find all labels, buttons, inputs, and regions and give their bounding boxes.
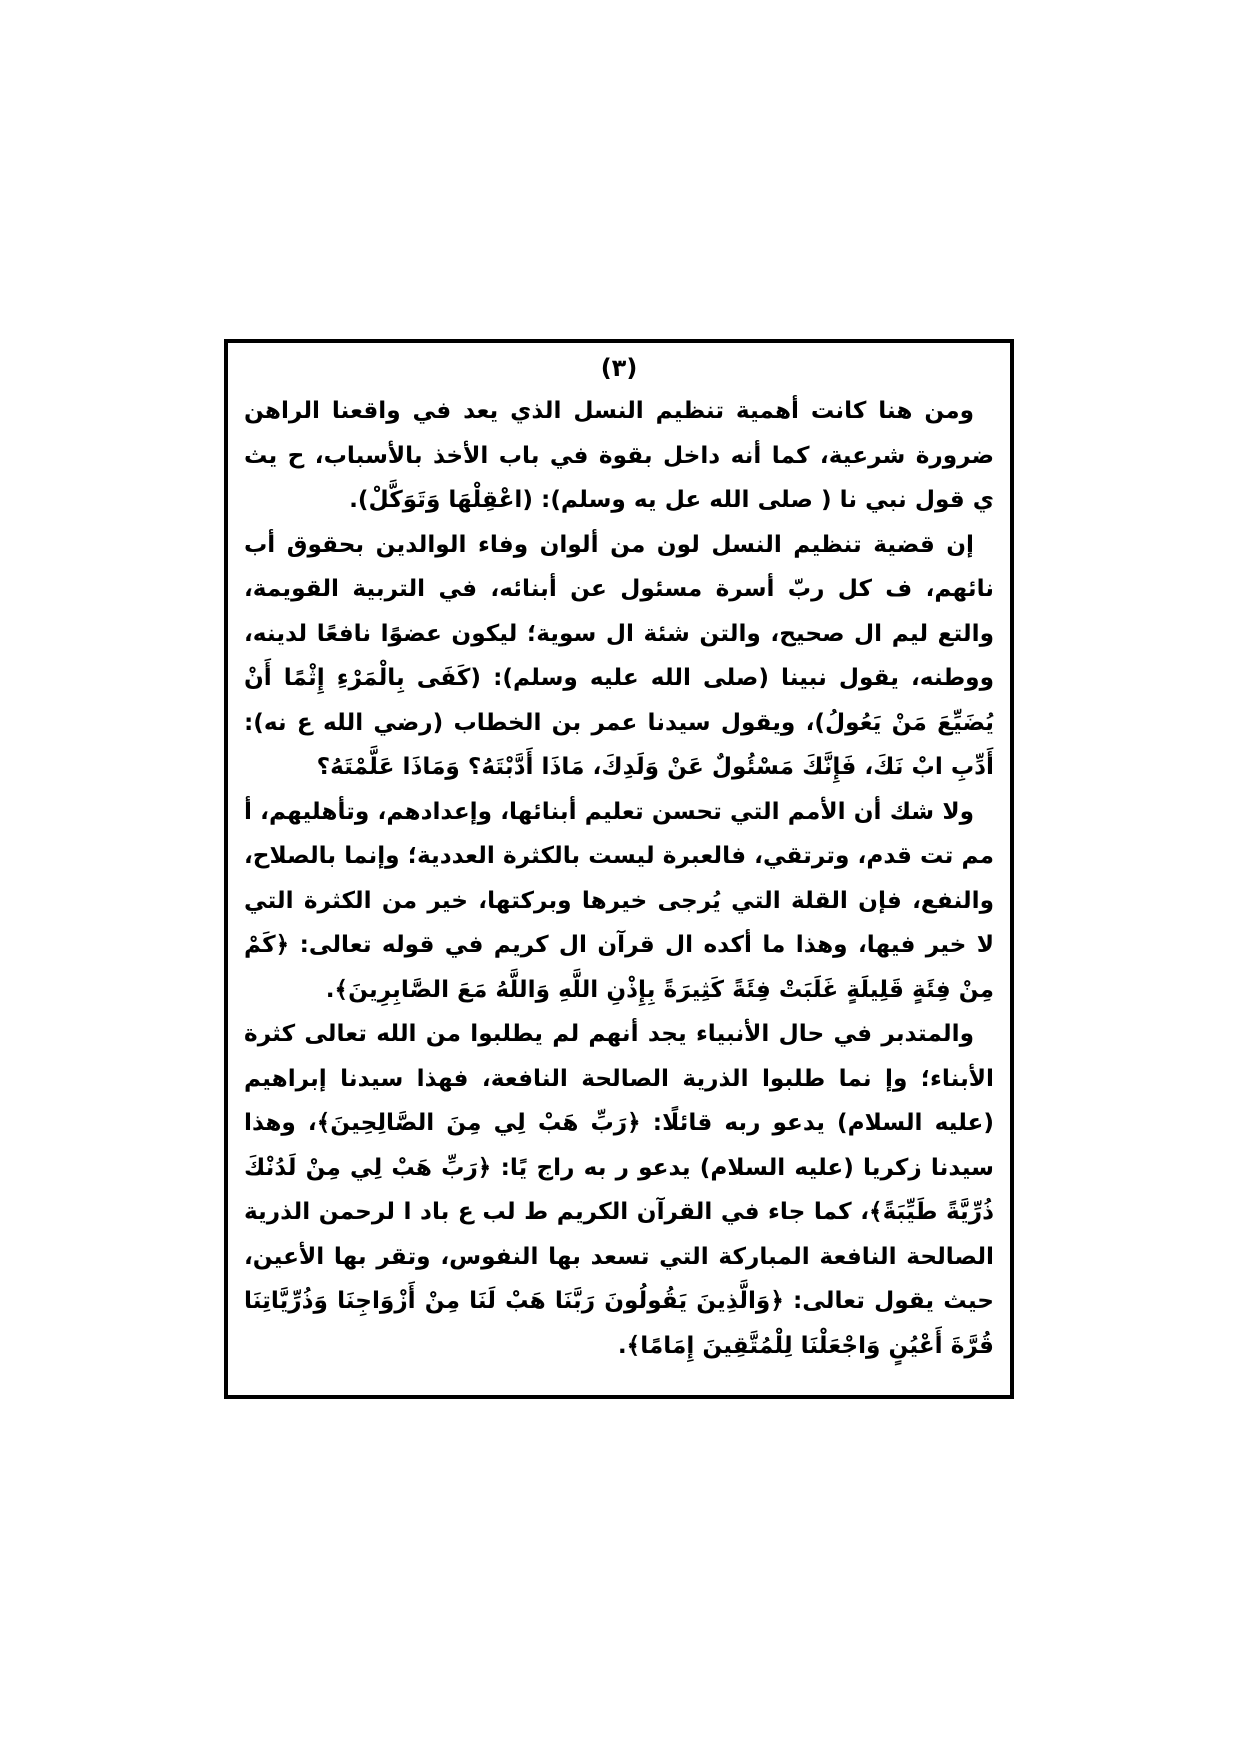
paragraph-1: ومن هنا كانت أهمية تنظيم النسل الذي يعد في واقعنا الراهن ضرورة شرعية، كما أنه داخل بقوة في باب الأخذ بالأسباب، ح يث ي قول نبي نا ( صلى الله عل يه وسلم): (اعْقِلْهَا وَتَوَكَّلْ). [244,397,994,513]
page-frame [224,339,1014,1399]
paragraph-3: ولا شك أن الأمم التي تحسن تعليم أبنائها، وإعدادهم، وتأهليهم، أ مم تت قدم، وترتقي، فالعبرة ليست بالكثرة العددية؛ وإنما بالصلاح، والنفع، فإن القلة التي يُرجى خيرها وبركتها، خير من الكثرة التي لا خير فيها، وهذا ما أكده ال قرآن ال كريم في قوله تعالى: ﴿كَمْ مِنْ فِئَةٍ قَلِيلَةٍ غَلَبَتْ فِئَةً كَثِيرَةً بِإِذْنِ اللَّهِ وَاللَّهُ مَعَ الصَّابِرِينَ﴾. [244,797,994,1003]
paragraph-4: والمتدبر في حال الأنبياء يجد أنهم لم يطلبوا من الله تعالى كثرة الأبناء؛ وإ نما طلبوا الذرية الصالحة النافعة، فهذا سيدنا إبراهيم (عليه السلام) يدعو ربه قائلًا: ﴿رَبِّ هَبْ لِي مِنَ الصَّالِحِينَ﴾، وهذا سيدنا زكريا (عليه السلام) يدعو ر به راج يًا: ﴿رَبِّ هَبْ لِي مِنْ لَدُنْكَ ذُرِّيَّةً طَيِّبَةً﴾، كما جاء في القرآن الكريم ط لب ع باد ا لرحمن الذرية الصالحة النافعة المباركة التي تسعد بها النفوس، وتقر بها الأعين، حيث يقول تعالى: ﴿وَالَّذِينَ يَقُولُونَ رَبَّنَا هَبْ لَنَا مِنْ أَزْوَاجِنَا وَذُرِّيَّاتِنَا قُرَّةَ أَعْيُنٍ وَاجْعَلْنَا لِلْمُتَّقِينَ إِمَامًا﴾. [244,1020,994,1359]
page-number: (٣) [600,354,638,382]
paragraph-2: إن قضية تنظيم النسل لون من ألوان وفاء الوالدين بحقوق أب نائهم، ف كل ربّ أسرة مسئول عن أبنائه، في التربية القويمة، والتع ليم ال صحيح، والتن شئة ال سوية؛ ليكون عضوًا نافعًا لدينه، ووطنه، يقول نبينا (صلى الله عليه وسلم): (كَفَى بِالْمَرْءِ إِثْمًا أَنْ يُضَيِّعَ مَنْ يَعُولُ)، ويقول سيدنا عمر بن الخطاب (رضي الله ع نه): أَدِّبِ ابْ نَكَ، فَإِنَّكَ مَسْئُولٌ عَنْ وَلَدِكَ، مَاذَا أَدَّبْتَهُ؟ وَمَاذَا عَلَّمْتَهُ؟ [244,530,994,780]
